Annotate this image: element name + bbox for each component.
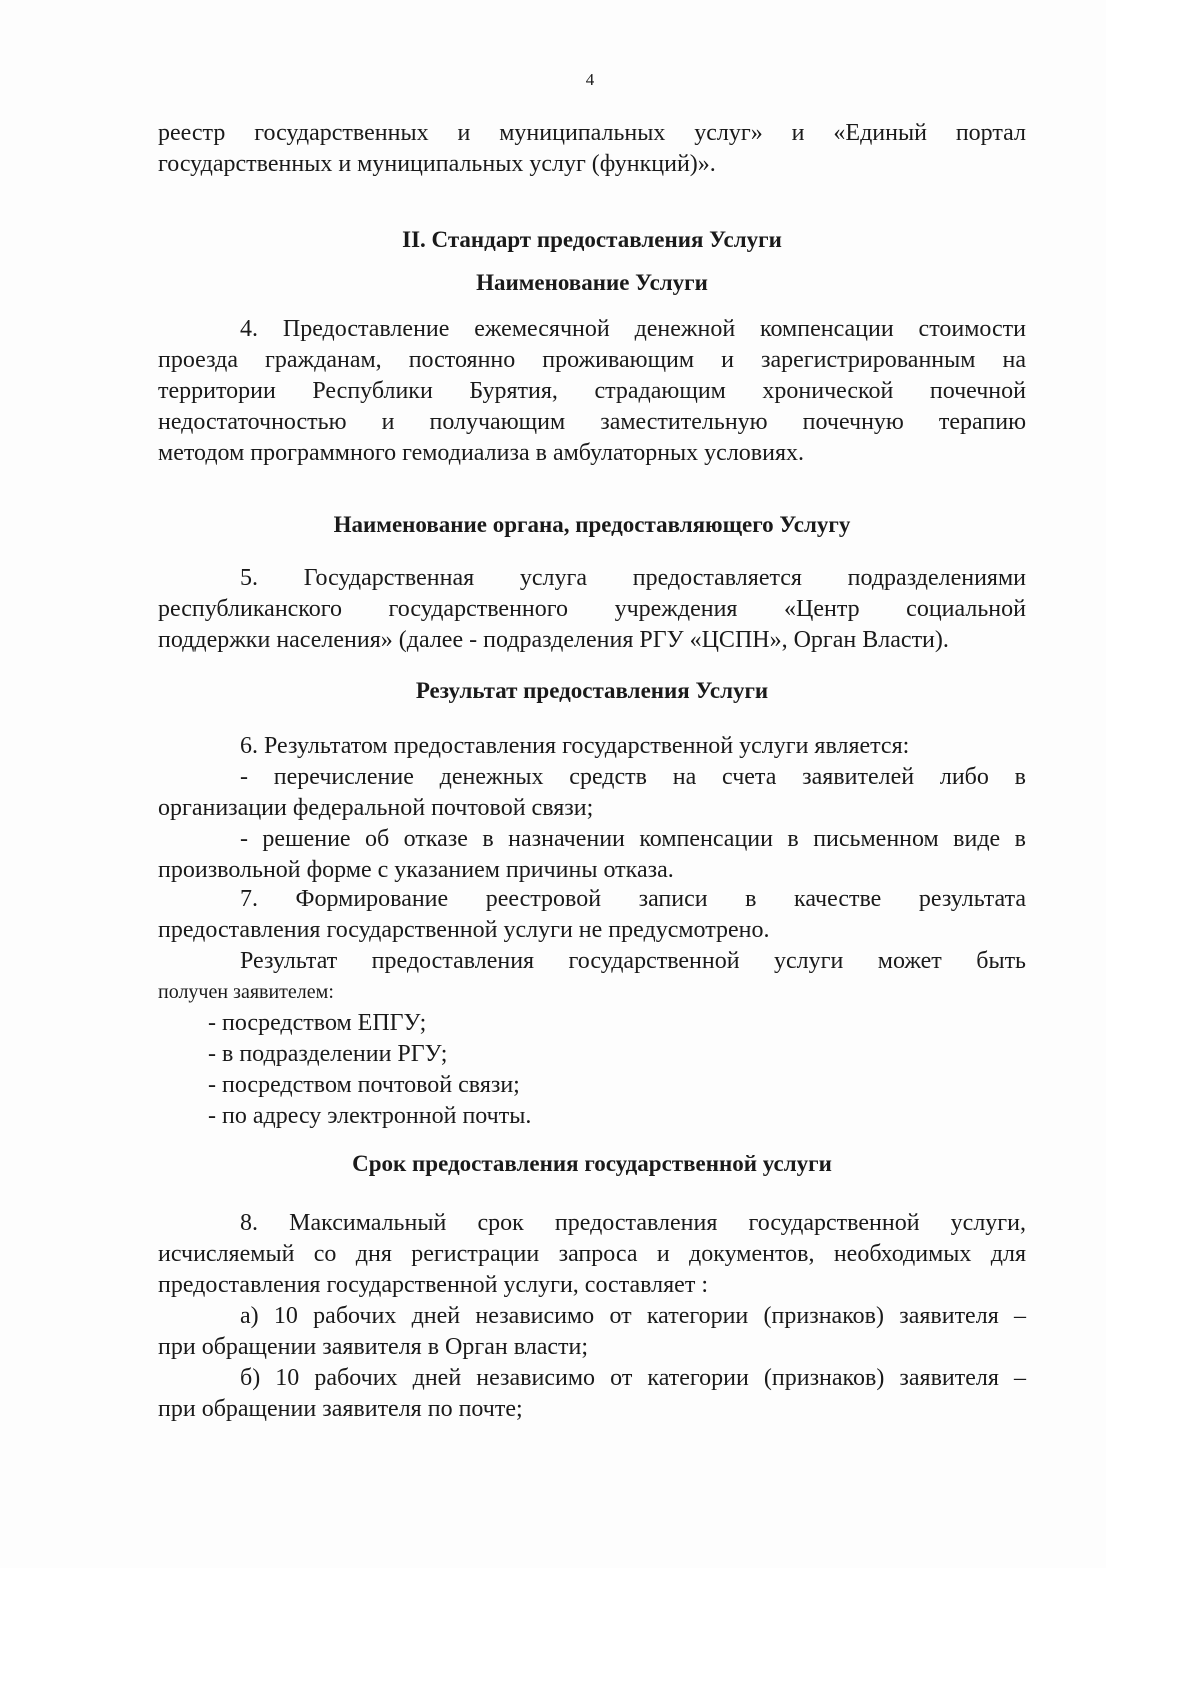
paragraph-line: произвольной форме с указанием причины отказа. xyxy=(158,857,674,883)
page-number: 4 xyxy=(585,70,595,89)
paragraph-line: территории Республики Бурятия, страдающим хронической почечной xyxy=(158,378,1026,404)
paragraph-line: недостаточностью и получающим заместительную почечную терапию xyxy=(158,409,1026,435)
paragraph-7 xyxy=(158,884,1026,1132)
list-item: а) 10 рабочих дней независимо от категории (признаков) заявителя – xyxy=(240,1303,1026,1329)
list-item: - посредством почтовой связи; xyxy=(208,1072,520,1098)
paragraph-line: проезда гражданам, постоянно проживающим и зарегистрированным на xyxy=(158,347,1026,373)
paragraph-line: 5. Государственная услуга предоставляется подразделениями xyxy=(240,565,1026,591)
list-item: б) 10 рабочих дней независимо от категории (признаков) заявителя – xyxy=(240,1365,1026,1391)
section-heading: II. Стандарт предоставления Услуги xyxy=(402,227,782,252)
paragraph-5 xyxy=(158,563,1026,656)
list-item: - в подразделении РГУ; xyxy=(208,1041,448,1067)
paragraph-4 xyxy=(158,314,1026,469)
paragraph-8 xyxy=(158,1208,1026,1425)
intro-line: реестр государственных и муниципальных услуг» и «Единый портал xyxy=(158,120,1026,146)
paragraph-line: получен заявителем: xyxy=(158,981,334,1003)
paragraph-line: при обращении заявителя в Орган власти; xyxy=(158,1334,589,1360)
paragraph-line: предоставления государственной услуги, составляет : xyxy=(158,1272,708,1298)
paragraph-line: методом программного гемодиализа в амбулаторных условиях. xyxy=(158,440,805,466)
paragraph-6 xyxy=(158,731,1026,886)
list-item: - решение об отказе в назначении компенсации в письменном виде в xyxy=(240,826,1026,852)
heading-result: Результат предоставления Услуги xyxy=(415,678,769,703)
paragraph-line: при обращении заявителя по почте; xyxy=(158,1396,523,1422)
list-item: - перечисление денежных средств на счета заявителей либо в xyxy=(240,764,1026,790)
intro-line: государственных и муниципальных услуг (функций)». xyxy=(158,151,716,177)
paragraph-line: Результат предоставления государственной услуги может быть xyxy=(240,948,1026,974)
list-item: - посредством ЕПГУ; xyxy=(208,1010,427,1036)
paragraph-line: организации федеральной почтовой связи; xyxy=(158,795,594,821)
heading-organ: Наименование органа, предоставляющего Услугу xyxy=(333,512,851,537)
paragraph-line: предоставления государственной услуги не предусмотрено. xyxy=(158,917,770,943)
paragraph-line: исчисляемый со дня регистрации запроса и документов, необходимых для xyxy=(158,1241,1026,1267)
paragraph-line: 8. Максимальный срок предоставления государственной услуги, xyxy=(240,1210,1026,1236)
paragraph-line: республиканского государственного учреждения «Центр социальной xyxy=(158,596,1026,622)
paragraph-line: 4. Предоставление ежемесячной денежной компенсации стоимости xyxy=(240,316,1026,342)
paragraph-line: 6. Результатом предоставления государственной услуги является: xyxy=(240,733,910,759)
paragraph-line: 7. Формирование реестровой записи в качестве результата xyxy=(240,886,1026,912)
paragraph-line: поддержки населения» (далее - подразделения РГУ «ЦСПН», Орган Власти). xyxy=(158,627,949,653)
heading-service-name: Наименование Услуги xyxy=(476,270,708,295)
heading-term: Срок предоставления государственной услуги xyxy=(352,1151,832,1176)
intro-paragraph xyxy=(158,118,1026,180)
list-item: - по адресу электронной почты. xyxy=(208,1103,532,1129)
